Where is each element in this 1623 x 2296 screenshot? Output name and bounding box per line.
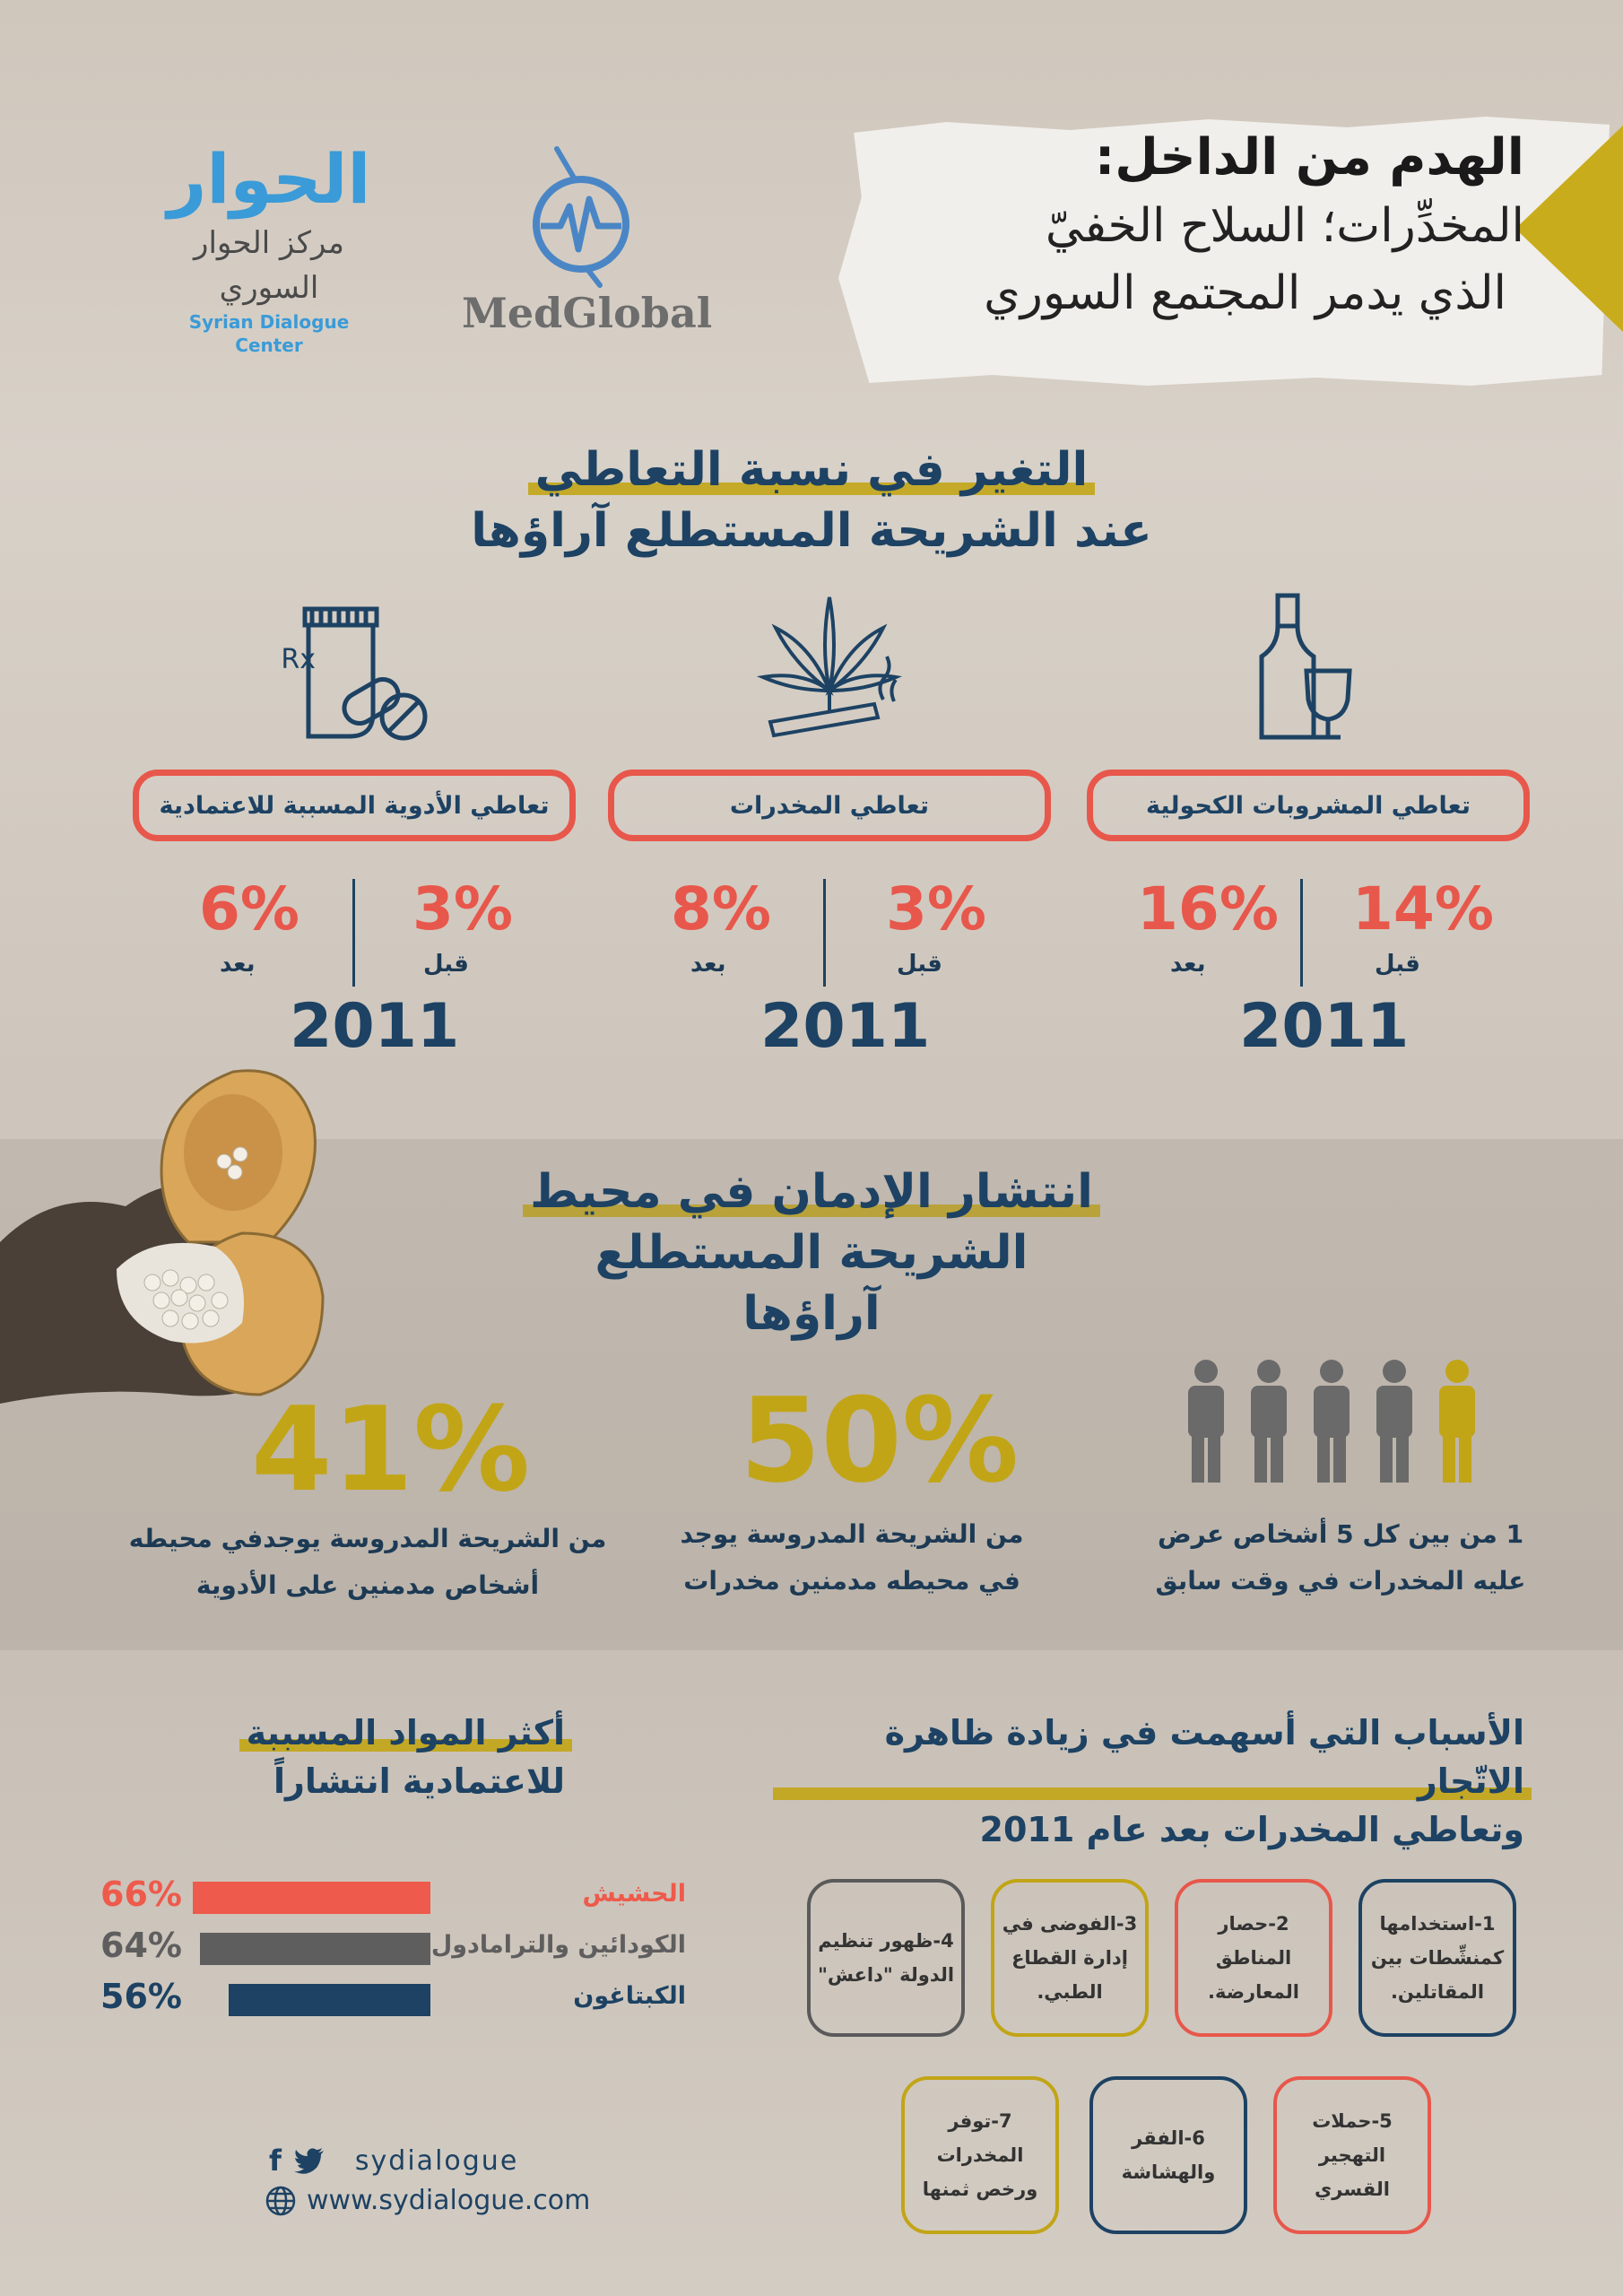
hiwar-english-name: Syrian Dialogue Center (188, 311, 350, 356)
substance-bar-captagon (229, 1984, 430, 2016)
hand-holding-pills-illustration (0, 1054, 377, 1413)
causes-title-line2: وتعاطي المخدرات بعد عام 2011 (979, 1810, 1524, 1849)
substance-bar-hashish (193, 1882, 430, 1914)
section1-title-line2: عند الشريحة المستطلع آراؤها (471, 504, 1152, 558)
substances-title (242, 1709, 565, 1805)
stat1-text (1130, 1511, 1551, 1605)
stat2-text (664, 1511, 1040, 1605)
facebook-icon[interactable]: f (269, 2144, 282, 2178)
medicines-after-label: بعد (220, 951, 256, 978)
category-pill-alcohol: تعاطي المشروبات الكحولية (1087, 770, 1530, 841)
medglobal-name: MedGlobal (462, 289, 713, 337)
website-link[interactable]: www.sydialogue.com (307, 2185, 591, 2216)
medglobal-logo (462, 144, 713, 337)
svg-text:Rx: Rx (281, 644, 316, 675)
drugs-after-value: 8% (671, 874, 772, 944)
substance-label-codeine: الكودائين والترامادول (430, 1931, 686, 1959)
alcohol-after-label: بعد (1170, 951, 1206, 978)
prescription-pills-icon (281, 605, 430, 744)
footer-website (265, 2185, 590, 2216)
drugs-year: 2011 (760, 991, 931, 1062)
stat2-value: 50% (740, 1372, 1020, 1509)
causes-title (780, 1709, 1524, 1854)
cause-box-5: 5-حملات التهجير القسري (1273, 2076, 1431, 2234)
hiwar-logo-text: الحوار (167, 139, 371, 219)
stat2-line2: في محيطه مدمنين مخدرات (683, 1566, 1020, 1596)
title-line1: الهدم من الداخل: (1095, 126, 1524, 190)
medglobal-globe-icon (523, 144, 639, 287)
stat3-line2: أشخاص مدمنين على الأدوية (195, 1570, 540, 1600)
title-line2: المخدِّرات؛ السلاح الخفيّ (1045, 199, 1524, 253)
alcohol-after-value: 16% (1137, 874, 1279, 944)
section2-title-line2: الشريحة المستطلع آراؤها (595, 1226, 1028, 1341)
globe-icon (265, 2186, 296, 2216)
substance-pct-captagon: 56% (100, 1977, 182, 2016)
substance-bar-codeine (200, 1933, 430, 1965)
drugs-divider (823, 879, 826, 987)
hiwar-logo (152, 139, 386, 357)
substance-label-captagon: الكبتاغون (573, 1982, 686, 2010)
category-pill-medicines: تعاطي الأدوية المسببة للاعتمادية (133, 770, 576, 841)
alcohol-before-label: قبل (1375, 951, 1420, 978)
section2-title (520, 1161, 1103, 1344)
wine-bottle-glass-icon (1251, 592, 1358, 744)
drugs-before-value: 3% (886, 874, 987, 944)
cause-box-6: 6-الفقر والهشاشة (1089, 2076, 1247, 2234)
person-icon (1314, 1360, 1350, 1483)
person-icon (1376, 1360, 1412, 1483)
alcohol-divider (1300, 879, 1303, 987)
section2-title-line1: انتشار الإدمان في محيط (530, 1161, 1093, 1222)
medicines-divider (352, 879, 355, 987)
cause-box-3: 3-الفوضى في إدارة القطاع الطبي. (991, 1879, 1149, 2037)
stat1-line2: عليه المخدرات في وقت سابق (1155, 1566, 1526, 1596)
stat3-line1: من الشريحة المدروسة يوجدفي محيطه (128, 1524, 607, 1553)
alcohol-before-value: 14% (1352, 874, 1494, 944)
medicines-after-value: 6% (199, 874, 300, 944)
page-title (861, 126, 1524, 325)
person-highlight-icon (1439, 1360, 1475, 1483)
medicines-before-label: قبل (423, 951, 469, 978)
social-handle[interactable]: sydialogue (354, 2144, 519, 2177)
section1-title-line1: التغير في نسبة التعاطي (535, 439, 1089, 500)
cause-box-2: 2-حصار المناطق المعارضة. (1175, 1879, 1332, 2037)
category-pill-drugs: تعاطي المخدرات (608, 770, 1051, 841)
medicines-before-value: 3% (412, 874, 514, 944)
person-icon (1251, 1360, 1287, 1483)
substance-pct-hashish: 66% (100, 1874, 182, 1914)
stat1-line1: 1 من بين كل 5 أشخاص عرض (1157, 1519, 1524, 1549)
substance-pct-codeine: 64% (100, 1926, 182, 1965)
footer-social (269, 2144, 518, 2178)
people-one-in-five-icon (1179, 1359, 1493, 1484)
section1-title (448, 439, 1175, 561)
cannabis-leaf-icon (758, 592, 901, 744)
stat2-line1: من الشريحة المدروسة يوجد (680, 1519, 1024, 1549)
person-icon (1188, 1360, 1224, 1483)
stat3-value: 41% (251, 1381, 531, 1518)
hiwar-calligraphy: مركز الحوار السوري (194, 225, 344, 306)
substances-title-line2: للاعتمادية انتشاراً (273, 1761, 565, 1801)
drugs-after-label: بعد (690, 951, 726, 978)
alcohol-year: 2011 (1239, 991, 1410, 1062)
drugs-before-label: قبل (897, 951, 942, 978)
causes-title-line1: الأسباب التي أسهمت في زيادة ظاهرة الاتّجار (780, 1709, 1524, 1805)
substances-title-line1: أكثر المواد المسببة (247, 1709, 565, 1757)
title-line3: الذي يدمر المجتمع السوري (984, 266, 1506, 320)
medicines-year: 2011 (290, 991, 460, 1062)
cause-box-1: 1-استخدامها كمنشِّطات بين المقاتلين. (1358, 1879, 1516, 2037)
twitter-icon[interactable] (294, 2148, 325, 2173)
substance-label-hashish: الحشيش (582, 1880, 686, 1908)
header-gold-triangle (1515, 126, 1623, 332)
cause-box-7: 7-توفر المخدرات ورخص ثمنها (901, 2076, 1059, 2234)
stat3-text (126, 1516, 610, 1609)
cause-box-4: 4-ظهور تنظيم الدولة "داعش" (807, 1879, 965, 2037)
